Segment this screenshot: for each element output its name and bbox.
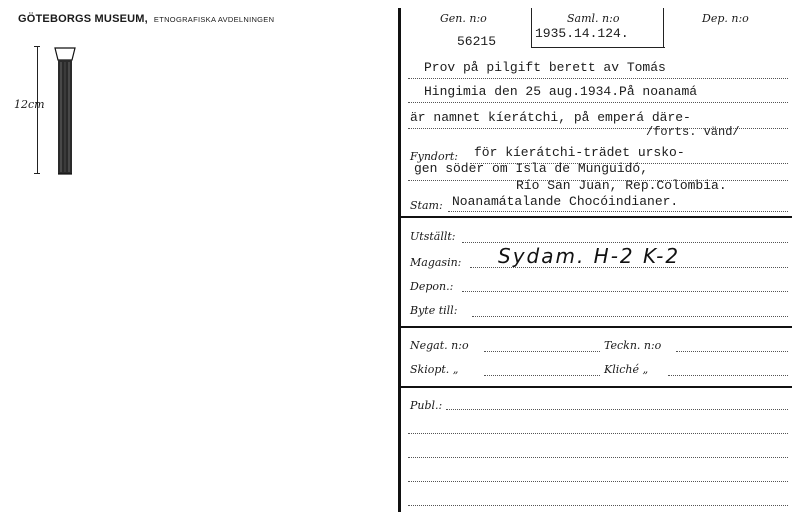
rule-line [676,351,788,352]
dep-label: Dep. n:o [702,12,749,25]
saml-label: Saml. n:o [567,12,620,25]
section-divider-3 [400,386,792,388]
rule-line [408,481,788,482]
saml-value: 1935.14.124. [535,26,629,41]
continuation-note: /forts. vänd/ [646,125,740,139]
section-divider-1 [400,216,792,218]
rule-line [448,211,788,212]
fyndort-line-1: för kíerátchi-trädet ursko- [474,145,685,160]
stam-value: Noanamátalande Chocóindianer. [452,194,679,209]
fyndort-label: Fyndort: [410,150,458,163]
rule-line [462,242,788,243]
scale-tick-top [34,46,40,47]
skiopt-label: Skiopt. „ [410,363,459,376]
publ-label: Publ.: [410,399,443,412]
blowgun-dart-sketch-icon [52,46,78,178]
rule-line [668,375,788,376]
rule-line [484,375,600,376]
rule-line [408,505,788,506]
rule-line [408,78,788,79]
description-line-3: är namnet kíerátchi, på emperá däre- [410,110,691,125]
kliche-label: Kliché „ [604,363,649,376]
rule-line [472,316,788,317]
rule-line [408,102,788,103]
scale-tick-bottom [34,173,40,174]
utstallt-label: Utställt: [410,230,456,243]
department-name: ETNOGRAFISKA AVDELNINGEN [153,15,275,24]
magasin-label: Magasin: [410,256,462,269]
gen-value: 56215 [457,34,497,49]
rule-line [470,267,788,268]
gen-label: Gen. n:o [440,12,487,25]
box-divider-1 [531,8,532,48]
museum-header [18,9,274,27]
magasin-value: Sydam. H-2 K-2 [498,244,681,268]
teckn-label: Teckn. n:o [604,339,662,352]
box-bottom-line [531,47,665,48]
section-divider-2 [400,326,792,328]
stam-label: Stam: [410,199,443,212]
box-divider-2 [663,8,664,48]
byte-label: Byte till: [410,304,458,317]
description-line-1: Prov på pilgift berett av Tomás [424,60,666,75]
fyndort-line-2: gen söder om Isla de Munguidó, [414,161,649,176]
museum-name: GÖTEBORGS MUSEUM, [18,13,148,25]
fyndort-line-3: Río San Juan, Rep.Colombia. [516,178,727,193]
rule-line [446,409,788,410]
rule-line [408,433,788,434]
negat-label: Negat. n:o [410,339,469,352]
depon-label: Depon.: [410,280,454,293]
scale-label: 12cm [14,98,45,111]
description-line-2: Hingimia den 25 aug.1934.På noanamá [424,84,698,99]
card-margin-line [398,8,401,512]
rule-line [408,457,788,458]
rule-line [484,351,600,352]
rule-line [462,291,788,292]
